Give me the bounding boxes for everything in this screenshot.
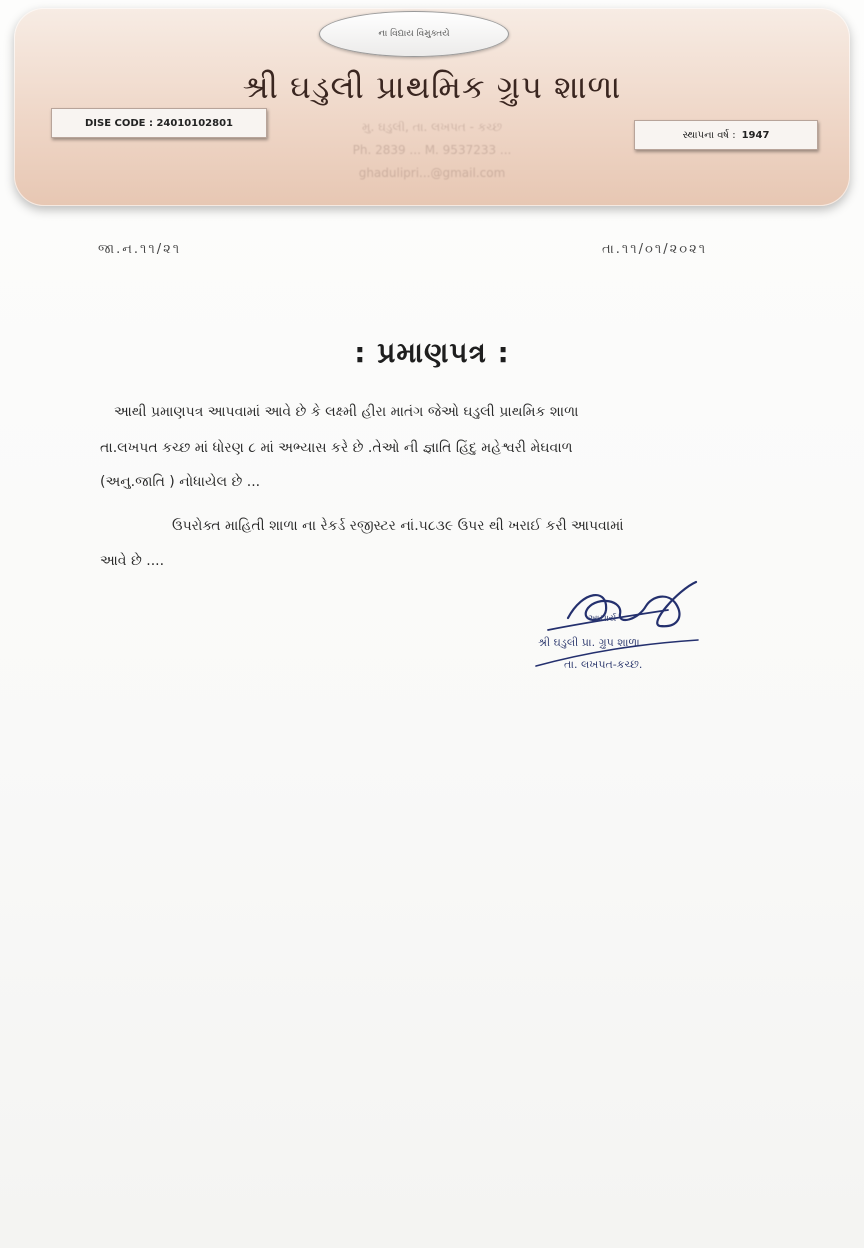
reference-date: તા.૧૧/૦૧/૨૦૨૧ [602, 242, 708, 257]
motto-oval: ના વિદ્યાય વિમુક્તયે [319, 11, 509, 57]
paragraph2-line2: આવે છે .... [100, 553, 165, 569]
paragraph1-line1: આથી પ્રમાણપત્ર આપવામાં આવે છે કે લક્ષ્મી હીરા માતંગ જેઓ ઘડુલી પ્રાથમિક શાળા [114, 404, 579, 420]
established-label: સ્થાપના વર્ષ : [682, 129, 736, 141]
school-name: શ્રી ઘડુલી પ્રાથમિક ગ્રુપ શાળા [242, 68, 622, 106]
established-year: 1947 [741, 129, 770, 141]
phone-faded: Ph. 2839 ... M. 9537233 ... [352, 143, 512, 157]
reference-number: જા.ન.૧૧/૨૧ [98, 242, 182, 257]
paragraph2-line1: ઉપરોક્ત માહિતી શાળા ના રેકર્ડ રજીસ્ટર નાં.૫૮૩૯ ઉપર થી ખરાઈ કરી આપવામાં [172, 518, 624, 534]
signature-block [528, 570, 728, 680]
signature-role: આચાર્ય [588, 614, 617, 624]
address-faded: મુ. ઘડુલી, તા. લખપત - કચ્છ [361, 120, 502, 134]
dise-code-box: DISE CODE : 24010102801 [51, 108, 267, 138]
paragraph1-line3: (અનુ.જાતિ ) નોધાયેલ છે ... [100, 474, 261, 490]
paragraph1-line2: તા.લખપત કચ્છ માં ધોરણ ૮ માં અભ્યાસ કરે છે .તેઓ ની જ્ઞાતિ હિંદુ મહેશ્વરી મેઘવાળ [100, 440, 573, 456]
letterhead [14, 8, 850, 206]
email-faded: ghadulipri...@gmail.com [358, 166, 506, 180]
certificate-title: : પ્રમાણપત્ર : [354, 336, 510, 369]
signature-school: શ્રી ઘડુલી પ્રા. ગ્રુપ શાળા [538, 636, 640, 649]
signature-place: તા. લખપત-કચ્છ. [564, 658, 643, 671]
